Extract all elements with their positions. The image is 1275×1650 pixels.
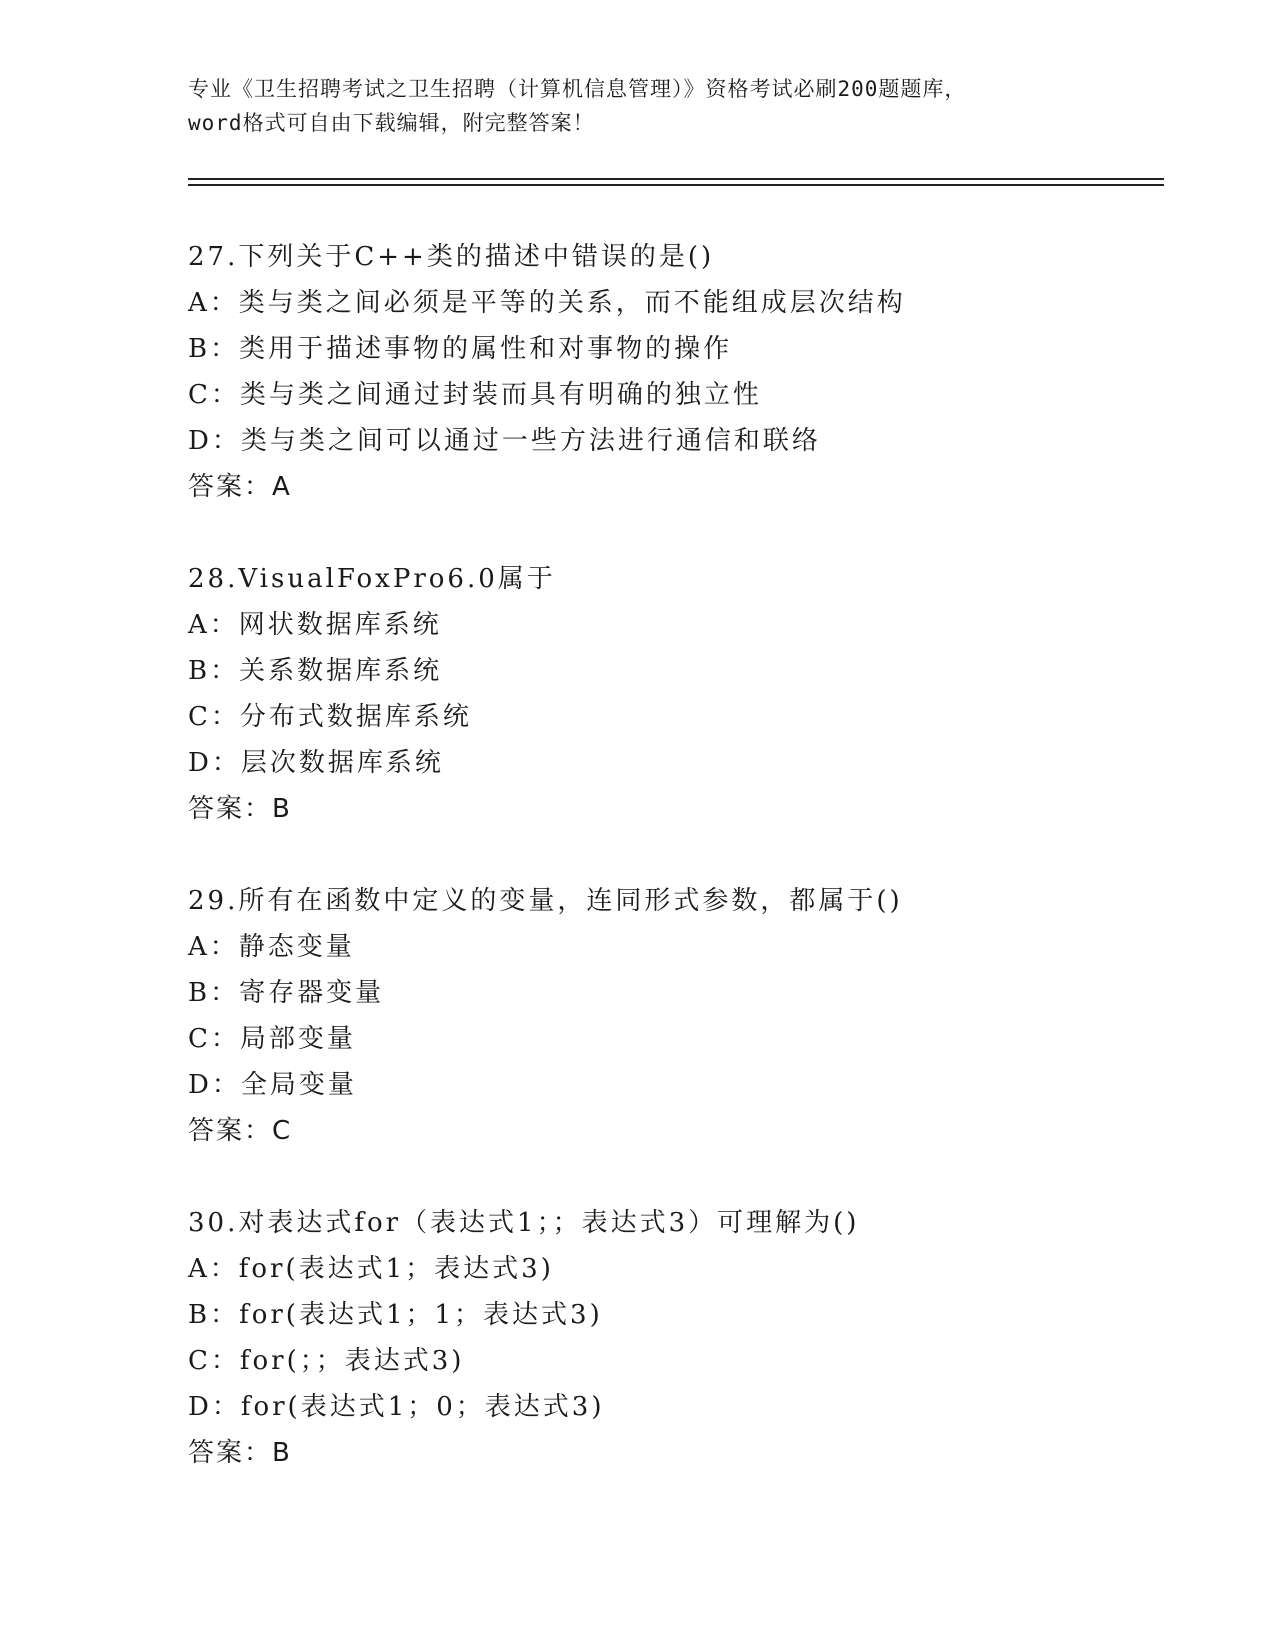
option-d: D：for(表达式1；0；表达式3) bbox=[188, 1392, 605, 1422]
option-b: B：关系数据库系统 bbox=[188, 656, 443, 686]
option-a: A：静态变量 bbox=[188, 932, 355, 962]
question-stem: 30.对表达式for（表达式1；；表达式3）可理解为() bbox=[188, 1208, 860, 1238]
question-stem: 28.VisualFoxPro6.0属于 bbox=[188, 564, 556, 594]
option-d: D：类与类之间可以通过一些方法进行通信和联络 bbox=[188, 426, 821, 456]
answer: 答案：C bbox=[188, 1116, 293, 1146]
option-d: D：全局变量 bbox=[188, 1070, 357, 1100]
header-divider-bottom bbox=[188, 184, 1164, 186]
option-c: C：分布式数据库系统 bbox=[188, 702, 472, 732]
document-header bbox=[188, 72, 1088, 140]
option-d: D：层次数据库系统 bbox=[188, 748, 444, 778]
question-stem: 27.下列关于C++类的描述中错误的是() bbox=[188, 242, 715, 272]
question-29 bbox=[188, 878, 1168, 1154]
question-30 bbox=[188, 1200, 1168, 1476]
option-a: A：for(表达式1；表达式3) bbox=[188, 1254, 554, 1284]
option-c: C：局部变量 bbox=[188, 1024, 356, 1054]
option-c: C：类与类之间通过封装而具有明确的独立性 bbox=[188, 380, 762, 410]
answer: 答案：B bbox=[188, 1438, 292, 1468]
option-b: B：for(表达式1；1；表达式3) bbox=[188, 1300, 603, 1330]
question-stem: 29.所有在函数中定义的变量，连同形式参数，都属于() bbox=[188, 886, 903, 916]
question-28 bbox=[188, 556, 1168, 832]
option-c: C：for(；；表达式3) bbox=[188, 1346, 465, 1376]
header-divider-top bbox=[188, 178, 1164, 180]
question-27 bbox=[188, 234, 1168, 510]
header-line-2: word格式可自由下载编辑，附完整答案！ bbox=[188, 111, 595, 135]
option-a: A：网状数据库系统 bbox=[188, 610, 442, 640]
answer: 答案：B bbox=[188, 794, 292, 824]
option-b: B：寄存器变量 bbox=[188, 978, 385, 1008]
header-line-1: 专业《卫生招聘考试之卫生招聘（计算机信息管理）》资格考试必刷200题题库， bbox=[188, 77, 967, 101]
answer: 答案：A bbox=[188, 472, 292, 502]
option-a: A：类与类之间必须是平等的关系，而不能组成层次结构 bbox=[188, 288, 906, 318]
option-b: B：类用于描述事物的属性和对事物的操作 bbox=[188, 334, 733, 364]
